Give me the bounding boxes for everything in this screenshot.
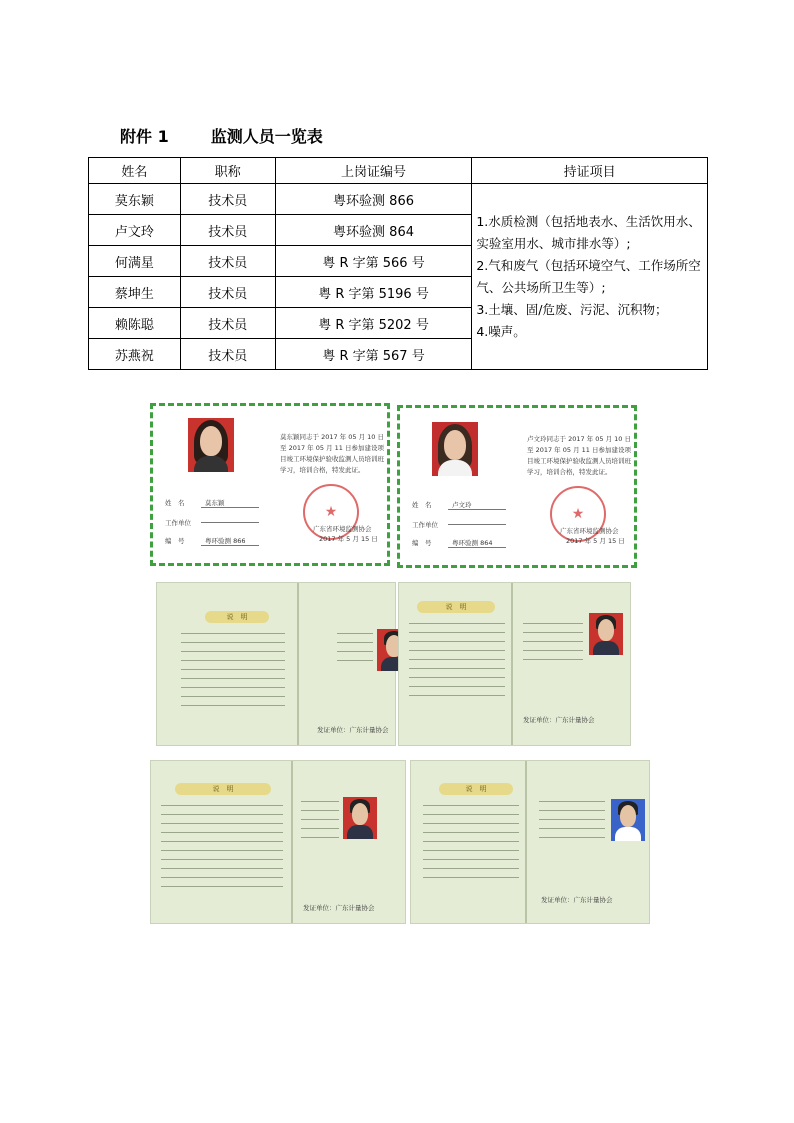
qualification-booklet [156,582,396,746]
cell-title: 技术员 [180,184,275,215]
booklet-banner: 说 明 [445,603,467,611]
id-photo [611,799,645,841]
cell-title: 技术员 [180,246,275,277]
header-cert: 上岗证编号 [275,158,472,184]
cell-name: 卢文玲 [89,215,181,246]
certificate-text: 卢文玲同志于 2017 年 05 月 10 日至 2017 年 05 月 11 日参加建设项目竣工环境保护验收监测人员培训班学习，培训合格，特发此证。 [527,435,631,476]
header-title: 职称 [180,158,275,184]
booklet-banner: 说 明 [465,785,487,793]
cell-cert: 粤 R 字第 5196 号 [275,277,472,308]
qualification-booklet [398,582,631,746]
id-photo [432,422,478,476]
training-certificate [150,403,390,566]
booklet-banner: 说 明 [212,785,234,793]
cell-cert: 粤环验测 866 [275,184,472,215]
issuer-label: 发证单位：广东计量协会 [541,896,613,904]
id-photo [343,797,377,839]
cell-name: 赖陈聪 [89,308,181,339]
unit-label: 工作单位 [412,521,438,529]
cell-cert: 粤环验测 864 [275,215,472,246]
holder-name: 莫东颖 [205,499,225,507]
page-title: 监测人员一览表 [210,127,323,146]
cell-name: 蔡坤生 [89,277,181,308]
issue-date: 2017 年 5 月 15 日 [566,537,625,545]
booklet-banner: 说 明 [226,613,248,621]
cell-name: 何满星 [89,246,181,277]
name-label: 姓 名 [412,501,432,509]
unit-label: 工作单位 [165,519,191,527]
id-photo [188,418,234,472]
cell-title: 技术员 [180,277,275,308]
cell-title: 技术员 [180,215,275,246]
cell-name: 莫东颖 [89,184,181,215]
cell-cert: 粤 R 字第 567 号 [275,339,472,370]
training-certificate [397,405,637,568]
item-line: 1.水质检测（包括地表水、生活饮用水、实验室用水、城市排水等）; [476,213,701,251]
header-name: 姓名 [89,158,181,184]
number-label: 编 号 [165,537,185,545]
header-items: 持证项目 [472,158,708,184]
seal-stamp: ★ [303,484,359,540]
qualification-booklet [150,760,406,924]
issue-date: 2017 年 5 月 15 日 [319,535,378,543]
cell-title: 技术员 [180,339,275,370]
issuing-org: 广东省环境监测协会 [560,527,619,535]
cell-title: 技术员 [180,308,275,339]
holder-name: 卢文玲 [452,501,472,509]
item-line: 3.土壤、固/危废、污泥、沉积物； [476,301,668,317]
qualification-booklet [410,760,650,924]
certificate-text: 莫东颖同志于 2017 年 05 月 10 日至 2017 年 05 月 11 日参加建设项目竣工环境保护验收监测人员培训班学习，培训合格，特发此证。 [280,433,384,474]
cell-cert: 粤 R 字第 566 号 [275,246,472,277]
item-line: 4.噪声。 [476,323,526,339]
seal-stamp: ★ [550,486,606,542]
name-label: 姓 名 [165,499,185,507]
number-label: 编 号 [412,539,432,547]
cell-cert: 粤 R 字第 5202 号 [275,308,472,339]
issuing-org: 广东省环境监测协会 [313,525,372,533]
certificate-number: 粤环验测 864 [452,539,493,547]
issuer-label: 发证单位：广东计量协会 [317,726,389,734]
cell-name: 苏燕祝 [89,339,181,370]
issuer-label: 发证单位：广东计量协会 [303,904,375,912]
attachment-label: 附件 1 [120,127,169,146]
issuer-label: 发证单位：广东计量协会 [523,716,595,724]
item-line: 2.气和废气（包括环境空气、工作场所空气、公共场所卫生等）; [476,257,701,295]
id-photo [589,613,623,655]
certificate-number: 粤环验测 866 [205,537,246,545]
